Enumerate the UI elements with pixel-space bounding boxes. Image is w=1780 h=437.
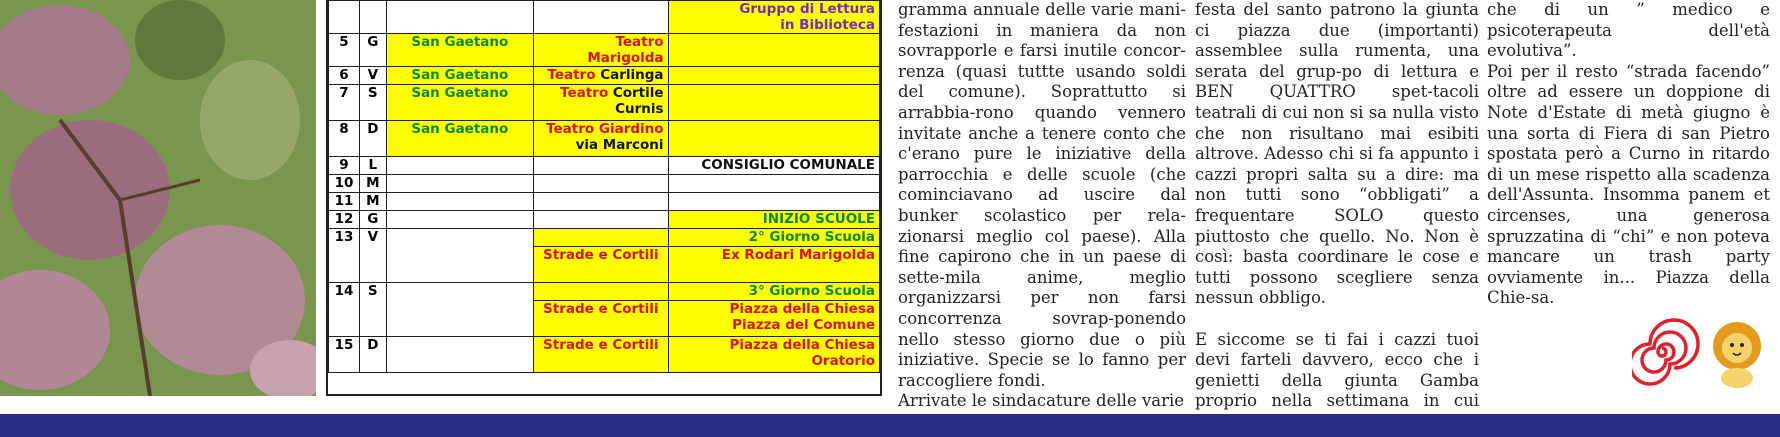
- plant-photo: [0, 0, 316, 396]
- calendar-cell: [668, 337, 879, 373]
- article-paragraph: Arrivate le sindacature delle varie: [898, 391, 1185, 411]
- calendar-cell: [534, 85, 669, 121]
- table-row: [329, 211, 880, 229]
- calendar-cell: San Gaetano: [386, 34, 533, 67]
- calendar-cell: San Gaetano: [386, 85, 533, 121]
- calendar-cell: San Gaetano: [386, 121, 533, 157]
- cell-text: Gruppo di Lettura: [739, 1, 875, 17]
- row-day: M: [359, 193, 386, 211]
- calendar-cell: Ex Rodari Marigolda: [668, 247, 879, 283]
- table-row: [329, 67, 880, 85]
- lion-mascot-icon: [1713, 322, 1761, 388]
- cell-text: Cortile Curnis: [612, 85, 664, 117]
- event-calendar: [326, 0, 882, 396]
- table-row: [329, 229, 880, 247]
- article-paragraph: che di un ” medico e psicoterapeuta dell'età evolutiva”.: [1487, 0, 1770, 61]
- table-row: [329, 34, 880, 67]
- article-column-2: [1195, 0, 1479, 432]
- article-column-1: [898, 0, 1186, 412]
- cell-text: Piazza della Chiesa: [729, 337, 875, 353]
- table-row: [329, 175, 880, 193]
- calendar-cell: [534, 121, 669, 157]
- table-row: [329, 121, 880, 157]
- cell-text: Piazza della Chiesa: [729, 301, 875, 317]
- article-paragraph: festa del santo patrono la giunta ci piazza due (importanti) assemblee sulla rumenta, una serata del grup-po di lettura e BEN QUATTRO spet-tacoli teatrali di cui non si sa nulla visto che non risultano mai esibiti altrove. Adesso chi si fa appunto i cazzi propri salta su a dire: ma non tutti sono “obbligati” a frequentare SOLO questo piuttosto che quello. No. Non è così: basta coordinare le cose e tutti possono scegliere senza nessun obbligo.: [1195, 0, 1479, 308]
- row-number: 15: [329, 337, 360, 373]
- row-number: 11: [329, 193, 360, 211]
- cell-text: Teatro Giardino: [546, 121, 664, 137]
- cell-text: in Biblioteca: [780, 17, 875, 33]
- row-number: 9: [329, 157, 360, 175]
- row-day: L: [359, 157, 386, 175]
- row-day: D: [359, 121, 386, 157]
- row-number: 6: [329, 67, 360, 85]
- article-column-3: [1487, 0, 1770, 309]
- article-paragraph: Poi per il resto “strada facendo” oltre ad essere un doppione di Note d'Estate di metà giugno è una sorta di Fiera di san Pietro spostata però a Curno in ritardo di un mese rispetto alla scadenza dell'Assunta. Insomma panem et circenses, una generosa spruzzatina di “chi” e non poteva mancare un trash party ovviamente in... Piazza della Chie-sa.: [1487, 61, 1770, 308]
- calendar-cell: Strade e Cortili: [534, 247, 669, 283]
- calendar-cell: CONSIGLIO COMUNALE: [668, 157, 879, 175]
- calendar-cell: [534, 67, 669, 85]
- table-row: [329, 1, 880, 34]
- cell-text: Teatro: [547, 67, 596, 83]
- row-number: 13: [329, 229, 360, 283]
- spiral-logo-icon: [1632, 320, 1698, 384]
- cell-text: via Marconi: [575, 137, 664, 153]
- calendar-cell: Strade e Cortili: [534, 337, 669, 373]
- cell-text: Oratorio: [811, 353, 875, 369]
- row-number: 7: [329, 85, 360, 121]
- calendar-cell: 2° Giorno Scuola: [668, 229, 879, 247]
- row-number: 10: [329, 175, 360, 193]
- calendar-cell: [668, 301, 879, 337]
- row-number: 14: [329, 283, 360, 337]
- calendar-cell: [668, 1, 879, 34]
- row-number: 5: [329, 34, 360, 67]
- row-day: V: [359, 67, 386, 85]
- cell-text: Teatro: [560, 85, 609, 101]
- row-day: G: [359, 211, 386, 229]
- calendar-cell: Strade e Cortili: [534, 301, 669, 337]
- calendar-cell: INIZIO SCUOLE: [668, 211, 879, 229]
- row-day: S: [359, 85, 386, 121]
- calendar-cell: Teatro Marigolda: [534, 34, 669, 67]
- cell-text: Carlinga: [600, 67, 664, 83]
- calendar-cell: San Gaetano: [386, 67, 533, 85]
- article-paragraph: E siccome se ti fai i cazzi tuoi devi farteli davvero, ecco che i genietti della giunta Gamba proprio nella settimana in cui: [1195, 329, 1479, 411]
- row-number: 12: [329, 211, 360, 229]
- row-number: 8: [329, 121, 360, 157]
- row-day: D: [359, 337, 386, 373]
- table-row: [329, 337, 880, 373]
- row-day: V: [359, 229, 386, 283]
- row-day: M: [359, 175, 386, 193]
- row-day: S: [359, 283, 386, 337]
- calendar-cell: 3° Giorno Scuola: [668, 283, 879, 301]
- table-row: [329, 157, 880, 175]
- footer-logos: [1632, 316, 1772, 388]
- table-row: [329, 283, 880, 301]
- table-row: [329, 85, 880, 121]
- article-paragraph: gramma annuale delle varie mani-festazioni in maniera da non sovrapporle e farsi inutile concor-renza (quasi tuttte usando soldi del comune). Soprattutto si arrabbia-rono quando vennero invitate anche a tenere conto che c'erano pure le iniziative della parrocchia e delle scuole (che cominciavano ad uscire dal bunker scolastico per rela-zionarsi meglio col paese). Alla fine capirono che in un paese di sette-mila anime, meglio organizzarsi per non farsi concorrenza sovrap-ponendo nello stesso giorno due o più iniziative. Specie se lo fanno per raccogliere fondi.: [898, 0, 1186, 390]
- footer-band: [0, 414, 1780, 437]
- row-day: G: [359, 34, 386, 67]
- table-row: [329, 193, 880, 211]
- cell-text: Piazza del Comune: [732, 317, 875, 333]
